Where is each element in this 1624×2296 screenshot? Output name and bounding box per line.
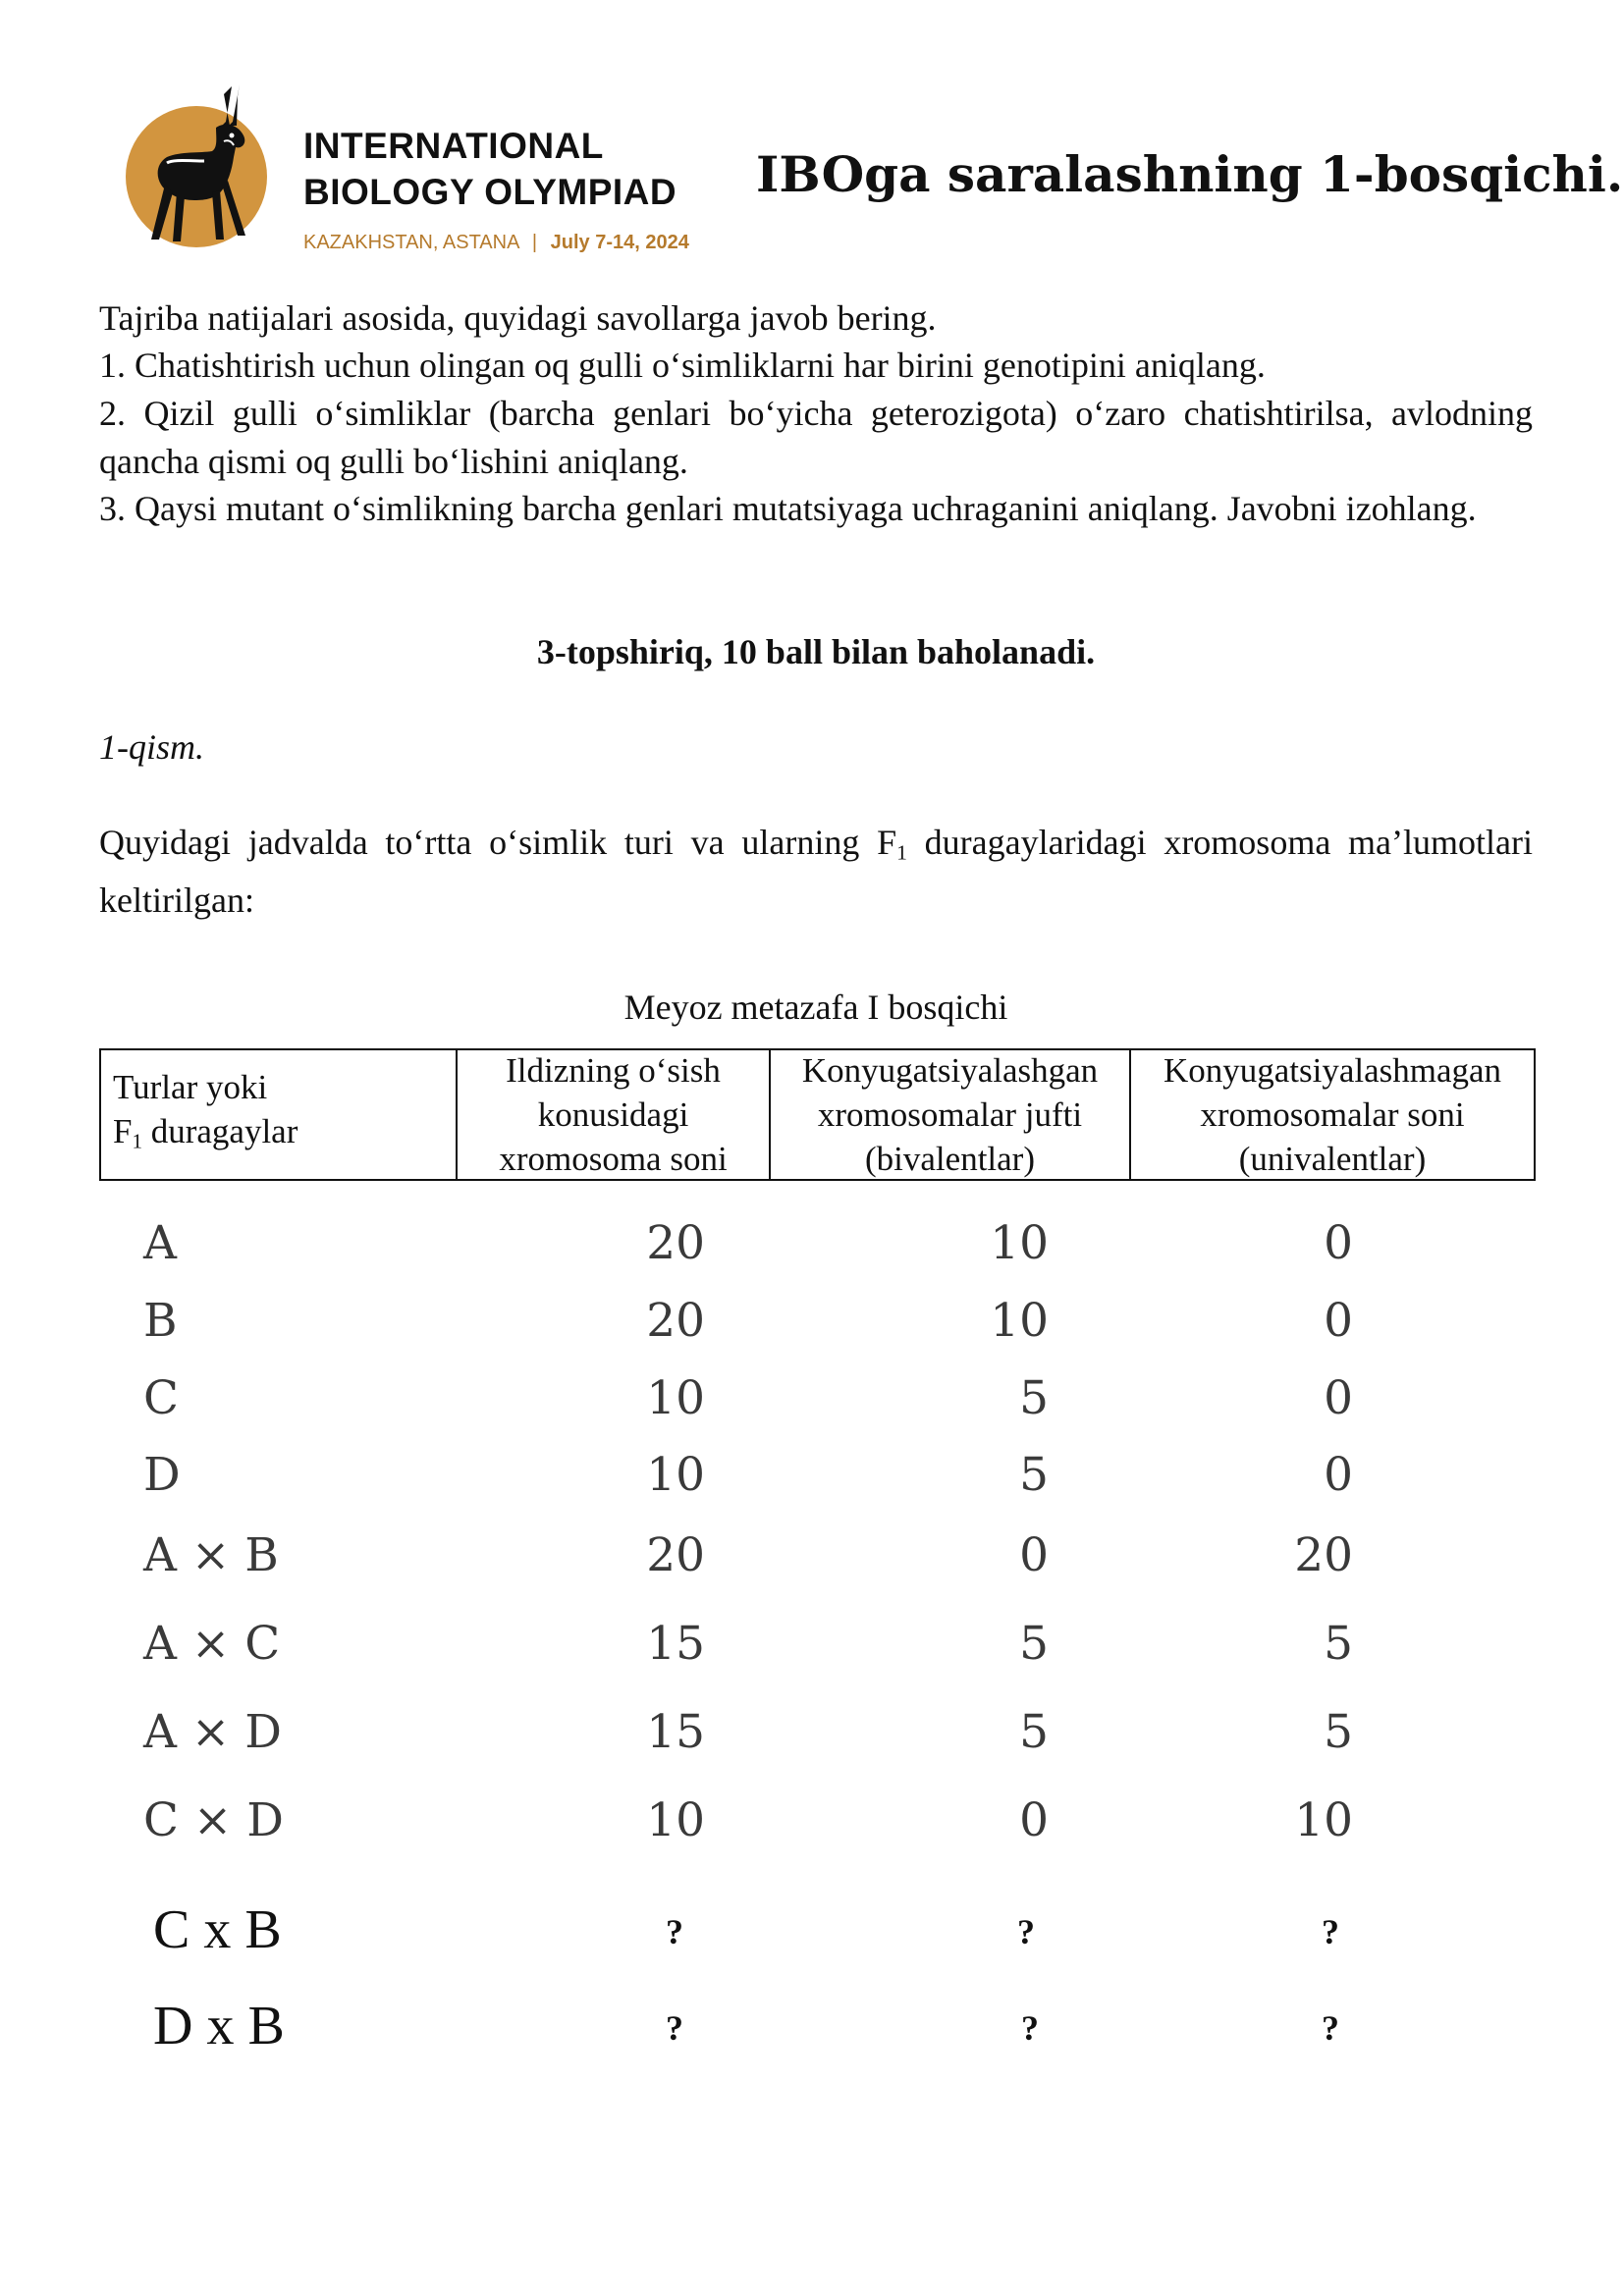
header-root-chromosomes: Ildizning o‘sish konusidagi xromosoma soni xyxy=(456,1050,769,1179)
stage-title: IBOga saralashning 1-bosqichi. xyxy=(756,145,1624,203)
question-row-root: ? xyxy=(666,2008,683,2048)
header-bivalents: Konyugatsiyalashgan xromosomalar jufti (bivalentlar) xyxy=(769,1050,1129,1179)
antelope-logo-icon xyxy=(122,82,279,249)
question-2: 2. Qizil gulli o‘simliklar (barcha genlari bo‘yicha geterozigota) o‘zaro chatishtirilsa, avlodning qancha qismi oq gulli bo‘lishini aniqlang. xyxy=(99,394,1533,481)
row-label: B xyxy=(143,1294,178,1348)
row-univalents: 5 xyxy=(1324,1617,1353,1671)
row-label: A × B xyxy=(143,1528,279,1582)
row-univalents: 5 xyxy=(1324,1705,1353,1759)
question-row-label: C x B xyxy=(153,1899,282,1960)
question-row-univalents: ? xyxy=(1322,2008,1339,2048)
row-root: 20 xyxy=(646,1528,705,1582)
row-bivalents: 5 xyxy=(1019,1705,1049,1759)
header-species: Turlar yoki $F_1$ duragaylar xyxy=(113,1068,298,1153)
ibo-logo xyxy=(122,82,279,249)
event-dates: July 7-14, 2024 xyxy=(550,232,689,253)
row-bivalents: 10 xyxy=(990,1294,1049,1348)
row-bivalents: 0 xyxy=(1019,1793,1049,1847)
row-label: A × C xyxy=(143,1617,281,1671)
task-description: Quyidagi jadvalda to‘rtta o‘simlik turi va ularning $F_1$ duragaylaridagi xromosoma ma’lumotlari keltirilgan: xyxy=(99,823,1533,920)
row-bivalents: 5 xyxy=(1019,1617,1049,1671)
row-bivalents: 5 xyxy=(1019,1448,1049,1502)
question-1: 1. Chatishtirish uchun olingan oq gulli o‘simliklarni har birini genotipini aniqlang. xyxy=(99,346,1266,385)
question-row-bivalents: ? xyxy=(1021,2008,1039,2048)
header-univalents: Konyugatsiyalashmagan xromosomalar soni (univalentlar) xyxy=(1129,1050,1534,1179)
event-info xyxy=(303,233,689,252)
row-root: 15 xyxy=(646,1705,705,1759)
event-location: KAZAKHSTAN, ASTANA xyxy=(303,232,519,253)
row-bivalents: 0 xyxy=(1019,1528,1049,1582)
row-root: 15 xyxy=(646,1617,705,1671)
row-root: 10 xyxy=(646,1793,705,1847)
part-label: 1-qism. xyxy=(99,727,204,767)
row-label: C xyxy=(143,1371,179,1425)
row-univalents: 10 xyxy=(1294,1793,1353,1847)
row-univalents: 0 xyxy=(1324,1294,1353,1348)
row-label: D xyxy=(143,1448,181,1502)
row-root: 10 xyxy=(646,1371,705,1425)
org-name-line1: INTERNATIONAL xyxy=(303,126,604,166)
row-bivalents: 5 xyxy=(1019,1371,1049,1425)
row-univalents: 0 xyxy=(1324,1216,1353,1270)
row-univalents: 0 xyxy=(1324,1371,1353,1425)
row-root: 10 xyxy=(646,1448,705,1502)
question-row-root: ? xyxy=(666,1912,683,1951)
row-univalents: 0 xyxy=(1324,1448,1353,1502)
event-separator: | xyxy=(531,232,538,253)
row-bivalents: 10 xyxy=(990,1216,1049,1270)
row-univalents: 20 xyxy=(1294,1528,1353,1582)
row-label: C × D xyxy=(143,1793,284,1847)
org-name-line2: BIOLOGY OLYMPIAD xyxy=(303,172,677,212)
table-caption: Meyoz metazafa I bosqichi xyxy=(623,988,1008,1027)
row-root: 20 xyxy=(646,1216,705,1270)
row-root: 20 xyxy=(646,1294,705,1348)
row-label: A xyxy=(143,1216,177,1270)
intro-line: Tajriba natijalari asosida, quyidagi savollarga javob bering. xyxy=(99,298,937,338)
task-heading: 3-topshiriq, 10 ball bilan baholanadi. xyxy=(536,632,1096,671)
row-label: A × D xyxy=(143,1705,282,1759)
question-row-univalents: ? xyxy=(1322,1912,1339,1951)
question-row-label: D x B xyxy=(153,1996,285,2056)
table-header xyxy=(99,1048,1536,1181)
question-3: 3. Qaysi mutant o‘simlikning barcha genlari mutatsiyaga uchraganini aniqlang. Javobni izohlang. xyxy=(99,489,1477,528)
question-row-bivalents: ? xyxy=(1017,1912,1035,1951)
